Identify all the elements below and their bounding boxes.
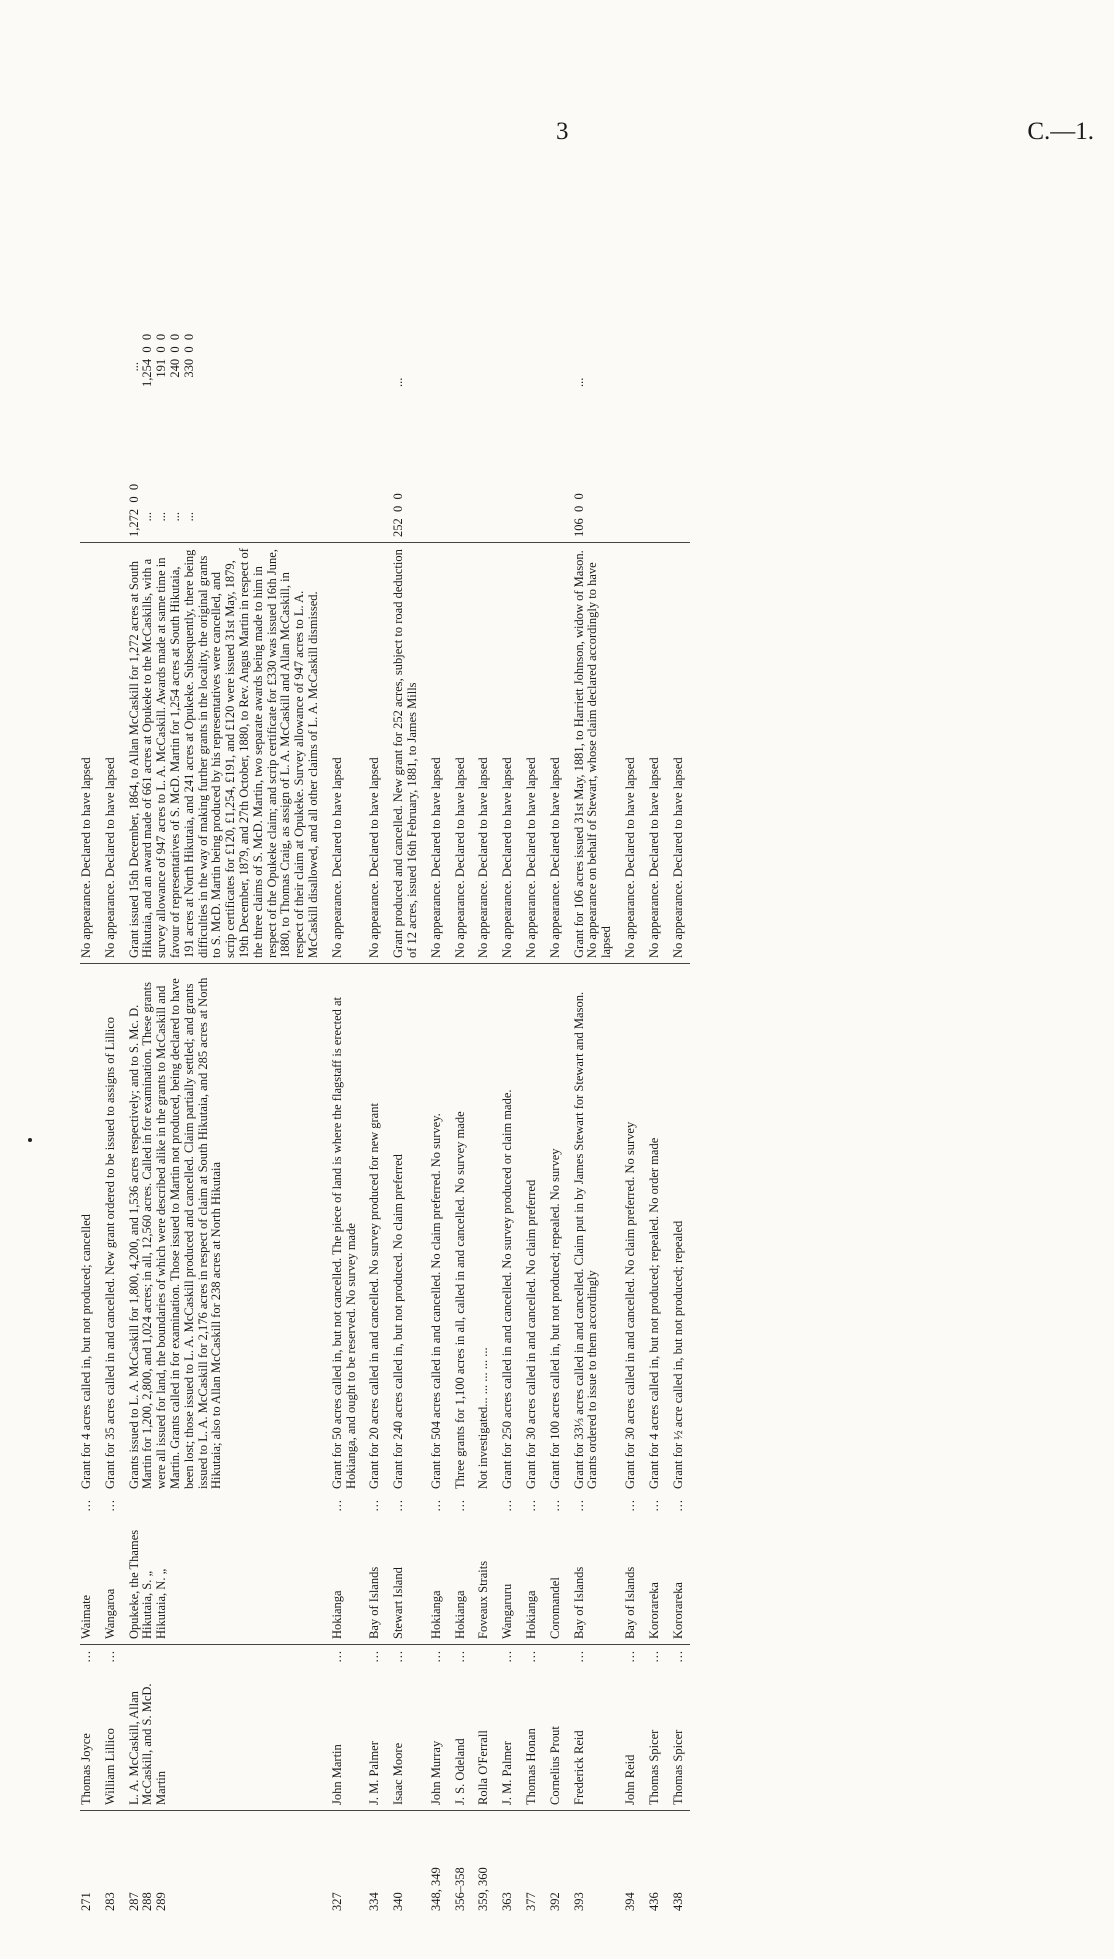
locality-text: Stewart Island (391, 1567, 406, 1639)
claim-number-text: 392 (547, 1892, 562, 1911)
claim-number-text: 340 (391, 1892, 406, 1911)
claimant-name-text: Cornelius Prout (547, 1726, 562, 1805)
claimant-name (544, 1645, 568, 1811)
area-value (667, 392, 691, 543)
original-grant-note (363, 964, 387, 1495)
locality-text: Wangaruru (500, 1583, 515, 1639)
locality-text: Bay of Islands (571, 1566, 586, 1639)
table-row (123, 182, 326, 1916)
table-row (643, 182, 667, 1916)
claim-number-text: 356–358 (452, 1867, 467, 1911)
leader-dots: ... (102, 1499, 117, 1512)
claimant-name-text: J. M. Palmer (500, 1741, 515, 1805)
claim-number-text: 363 (500, 1892, 515, 1911)
claim-number (568, 1811, 619, 1917)
locality (425, 1494, 449, 1645)
locality-text: Wangaroa (102, 1588, 117, 1639)
scrip-amount-text: ... (391, 377, 406, 387)
result-note-text: Grant for 106 acres issued 31st May, 1881, to Harriett Johnson, widow of Mason. No appearance on behalf of Stewart, whose claim declared accordingly to have lapsed (571, 550, 614, 958)
claim-number-text: 394 (622, 1892, 637, 1911)
page-number: 3 (556, 118, 569, 145)
original-grant-note-text: Three grants for 1,100 acres in all, called in and cancelled. No survey made (452, 1111, 467, 1489)
leader-dots: ... (428, 1650, 443, 1663)
locality-text: Opukeke, the Thames Hikutaia, S. „ Hikutaia, N. „ (126, 1529, 169, 1639)
result-note (472, 543, 496, 964)
leader-dots: ... (452, 1650, 467, 1663)
scrip-amount (123, 182, 326, 392)
leader-dots: ... (622, 1650, 637, 1663)
leader-dots: ... (500, 1650, 515, 1663)
scrip-amount (363, 182, 387, 392)
claimant-name-text: L. A. McCaskill, Allan McCaskill, and S. McD. Martin (126, 1683, 169, 1805)
claimant-name-text: John Reid (622, 1754, 637, 1805)
result-note-text: No appearance. Declared to have lapsed (367, 757, 382, 958)
result-note (449, 543, 473, 964)
area-value (99, 392, 123, 543)
table-row (425, 182, 449, 1916)
locality-text: Waimate (79, 1594, 93, 1639)
original-grant-note (520, 964, 544, 1495)
result-note (496, 543, 520, 964)
claim-number-text: 334 (367, 1892, 382, 1911)
result-note-text: No appearance. Declared to have lapsed (476, 757, 491, 958)
original-grant-note-text: Not investigated... ... ... ... ... (476, 1347, 491, 1489)
original-grant-note (568, 964, 619, 1495)
locality (667, 1494, 691, 1645)
locality (643, 1494, 667, 1645)
scrip-amount-text: ... 1,254 0 0 191 0 0 240 0 0 330 0 0 (126, 333, 196, 387)
locality (99, 1494, 123, 1645)
area-value (520, 392, 544, 543)
locality-text: Hokianga (523, 1590, 538, 1639)
area-value (449, 392, 473, 543)
leader-dots: ... (547, 1499, 562, 1512)
locality (363, 1494, 387, 1645)
table-row (544, 182, 568, 1916)
original-grant-note-text: Grant for 20 acres called in and cancelled. No survey produced for new grant (367, 1103, 382, 1489)
claim-number (643, 1811, 667, 1917)
area-value (544, 392, 568, 543)
locality-text: Hokianga (329, 1590, 344, 1639)
claimant-name-text: Thomas Joyce (79, 1733, 93, 1805)
claimant-name (387, 1645, 425, 1811)
claimant-name (496, 1645, 520, 1811)
area-value (619, 392, 643, 543)
claim-number (472, 1811, 496, 1917)
table-row (568, 182, 619, 1916)
result-note (667, 543, 691, 964)
claimant-name (619, 1645, 643, 1811)
leader-dots: ... (646, 1650, 661, 1663)
original-grant-note-text: Grant for 100 acres called in, but not produced; repealed. No survey (547, 1148, 562, 1489)
leader-dots: ... (428, 1499, 443, 1512)
scrip-amount (387, 182, 425, 392)
result-note-text: No appearance. Declared to have lapsed (102, 757, 117, 958)
claimant-name-text: Frederick Reid (571, 1730, 586, 1805)
leader-dots: ... (500, 1499, 515, 1512)
document-code: C.—1. (1027, 118, 1094, 145)
claim-number-text: 287 288 289 (126, 1892, 169, 1911)
result-note (619, 543, 643, 964)
result-note (425, 543, 449, 964)
claim-number-text: 438 (670, 1892, 685, 1911)
area-value (425, 392, 449, 543)
locality-text: Kororareka (670, 1582, 685, 1639)
area-value (472, 392, 496, 543)
claim-number (425, 1811, 449, 1917)
locality (520, 1494, 544, 1645)
result-note-text: No appearance. Declared to have lapsed (646, 757, 661, 958)
original-grant-note (123, 964, 326, 1495)
table-row (387, 182, 425, 1916)
area-value-text: 252 0 0 (391, 493, 406, 537)
original-grant-note (80, 964, 99, 1495)
claim-number (449, 1811, 473, 1917)
claimant-name (449, 1645, 473, 1811)
original-grant-note-text: Grant for 30 acres called in and cancelled. No claim preferred (523, 1179, 538, 1489)
claim-number-text: 436 (646, 1892, 661, 1911)
result-note-text: No appearance. Declared to have lapsed (547, 757, 562, 958)
result-note (544, 543, 568, 964)
area-value-text: 106 0 0 (571, 493, 586, 537)
original-grant-note-text: Grant for 33⅓ acres called in and cancelled. Claim put in by James Stewart for Stewart and Mason. Grants ordered to issue to them accordingly (571, 991, 600, 1489)
claimant-name (80, 1645, 99, 1811)
leader-dots: ... (646, 1499, 661, 1512)
table-row (496, 182, 520, 1916)
claimant-name-text: Isaac Moore (391, 1742, 406, 1805)
result-note-text: No appearance. Declared to have lapsed (79, 757, 93, 958)
locality-text: Bay of Islands (367, 1566, 382, 1639)
original-grant-note (425, 964, 449, 1495)
locality-text: Coromandel (547, 1577, 562, 1639)
result-note (80, 543, 99, 964)
locality (544, 1494, 568, 1645)
claim-number (123, 1811, 326, 1917)
claimant-name (123, 1645, 326, 1811)
scrip-amount (520, 182, 544, 392)
claim-number-text: 359, 360 (476, 1867, 491, 1911)
area-value (326, 392, 364, 543)
claimant-name-text: Thomas Honan (523, 1728, 538, 1805)
leader-dots: ... (329, 1650, 344, 1663)
original-grant-note-text: Grants issued to L. A. McCaskill for 1,800, 4,200, and 1,536 acres respectively; and to S. Mc. D. Martin for 1,200, 2,800, and 1,024 acres; in all, 12,560 acres. Called in for examination. These grants were all issued for land, the boundaries of which were described alike in the grants to McCaskill and Martin. Grants called in for examination. Those issued to Martin not produced, being declared to have been lost; those issued to L. A. McCaskill produced and cancelled. Claim partially settled; and grants issued to L. A. McCaskill for 2,176 acres in respect of claim at South Hikutaia, and 285 acres at North Hikutaia; also to Allan McCaskill for 238 acres at North Hikutaia (126, 977, 224, 1489)
original-grant-note-text: Grant for ½ acre called in, but not produced; repealed (670, 1220, 685, 1489)
scrip-amount (99, 182, 123, 392)
claimant-name-text: Rolla O'Ferrall (476, 1730, 491, 1805)
original-grant-note (472, 964, 496, 1495)
claim-number (80, 1811, 99, 1917)
result-note-text: No appearance. Declared to have lapsed (452, 757, 467, 958)
table-row (99, 182, 123, 1916)
table-row (80, 182, 99, 1916)
claimant-name-text: John Murray (428, 1740, 443, 1805)
claim-number-text: 327 (329, 1892, 344, 1911)
table-row (667, 182, 691, 1916)
result-note (387, 543, 425, 964)
scrip-amount (80, 182, 99, 392)
original-grant-note-text: Grant for 240 acres called in, but not produced. No claim preferred (391, 1154, 406, 1489)
claimant-name (326, 1645, 364, 1811)
claim-number-text: 348, 349 (428, 1867, 443, 1911)
claimant-name (568, 1645, 619, 1811)
area-value (568, 392, 619, 543)
locality (472, 1494, 496, 1645)
locality-text: Bay of Islands (622, 1566, 637, 1639)
table-row (326, 182, 364, 1916)
area-value (496, 392, 520, 543)
claimant-name-text: J. S. Odeland (452, 1738, 467, 1805)
original-grant-note-text: Grant for 4 acres called in, but not produced; cancelled (79, 1214, 93, 1489)
claim-number (387, 1811, 425, 1917)
scrip-amount (568, 182, 619, 392)
original-grant-note (643, 964, 667, 1495)
area-value (363, 392, 387, 543)
result-note-text: No appearance. Declared to have lapsed (329, 757, 344, 958)
rotated-claims-table (80, 256, 1080, 1916)
leader-dots: ... (79, 1650, 93, 1663)
claimant-name-text: William Lillico (102, 1728, 117, 1805)
leader-dots: ... (670, 1499, 685, 1512)
area-value (387, 392, 425, 543)
claimant-name (643, 1645, 667, 1811)
leader-dots: ... (523, 1499, 538, 1512)
original-grant-note (449, 964, 473, 1495)
scrip-amount (667, 182, 691, 392)
result-note (643, 543, 667, 964)
locality (123, 1494, 326, 1645)
leader-dots: ... (391, 1499, 406, 1512)
original-grant-note-text: Grant for 35 acres called in and cancelled. New grant ordered to be issued to assigns of Lillico (102, 1016, 117, 1489)
leader-dots: ... (367, 1499, 382, 1512)
original-grant-note (667, 964, 691, 1495)
original-grant-note (387, 964, 425, 1495)
leader-dots: ... (571, 1499, 586, 1512)
claim-number-text: 271 (79, 1892, 93, 1911)
leader-dots: ... (367, 1650, 382, 1663)
locality (496, 1494, 520, 1645)
result-note-text: No appearance. Declared to have lapsed (500, 757, 515, 958)
result-note-text: Grant issued 15th December, 1864, to Allan McCaskill for 1,272 acres at South Hikutaia, and an award made of 661 acres at Opukeke to the McCaskills, with a survey allowance of 947 acres to L. A. McCaskill. Awards made at same time in favour of representatives of S. McD. Martin for 1,254 acres at South Hikutaia, 191 acres at North Hikutaia, and 241 acres at Opukeke. Subsequently, there being difficulties in the way of making further grants in the locality, the original grants to S. McD. Martin being produced by his representatives were cancelled, and scrip certificates for £120, £1,254, £191, and £120 were issued 31st May, 1879, 19th December, 1879, and 27th October, 1880, to Rev. Angus Martin in respect of the three claims of S. McD. Martin, two separate awards being made to him in respect of the Opukeke claim; and scrip certificate for £330 was issued 16th June, 1880, to Thomas Craig, as assign of L. A. McCaskill and Allan McCaskill, in respect of their claim at Opukeke. Survey allowance of 947 acres to L. A. McCaskill disallowed, and all other claims of L. A. McCaskill dismissed. (126, 548, 320, 958)
locality (387, 1494, 425, 1645)
result-note (363, 543, 387, 964)
claimant-name-text: John Martin (329, 1744, 344, 1805)
claim-number (544, 1811, 568, 1917)
leader-dots: ... (452, 1499, 467, 1512)
scrip-amount (326, 182, 364, 392)
result-note (326, 543, 364, 964)
original-grant-note-text: Grant for 504 acres called in and cancelled. No claim preferred. No survey. (428, 1113, 443, 1489)
result-note-text: No appearance. Declared to have lapsed (622, 757, 637, 958)
claimant-name-text: Thomas Spicer (670, 1729, 685, 1805)
scrip-amount (449, 182, 473, 392)
leader-dots: ... (79, 1499, 93, 1512)
claim-number (99, 1811, 123, 1917)
original-grant-note (619, 964, 643, 1495)
claimant-name (363, 1645, 387, 1811)
result-note-text: No appearance. Declared to have lapsed (523, 757, 538, 958)
leader-dots: ... (102, 1650, 117, 1663)
claim-number (363, 1811, 387, 1917)
locality (449, 1494, 473, 1645)
claimant-name (425, 1645, 449, 1811)
table-row (520, 182, 544, 1916)
claim-number (520, 1811, 544, 1917)
scrip-amount (425, 182, 449, 392)
claimant-name-text: J. M. Palmer (367, 1741, 382, 1805)
claim-number-text: 283 (102, 1892, 117, 1911)
scrip-amount (643, 182, 667, 392)
claimant-name (520, 1645, 544, 1811)
claimant-name (472, 1645, 496, 1811)
scrip-amount (472, 182, 496, 392)
table-row (472, 182, 496, 1916)
original-grant-note (544, 964, 568, 1495)
result-note-text: No appearance. Declared to have lapsed (670, 757, 685, 958)
claim-number (496, 1811, 520, 1917)
leader-dots: ... (670, 1650, 685, 1663)
locality (619, 1494, 643, 1645)
original-grant-note-text: Grant for 4 acres called in, but not produced; repealed. No order made (646, 1137, 661, 1489)
claimant-name (667, 1645, 691, 1811)
table-row (363, 182, 387, 1916)
original-grant-note-text: Grant for 250 acres called in and cancelled. No survey produced or claim made. (500, 1089, 515, 1489)
claims-table (80, 182, 690, 1917)
original-grant-note-text: Grant for 50 acres called in, but not cancelled. The piece of land is where the flagstaff is erected at Hokianga, and ought to be reserved. No survey made (329, 996, 358, 1489)
leader-dots: ... (329, 1499, 344, 1512)
scrip-amount (544, 182, 568, 392)
claimant-name-text: Thomas Spicer (646, 1729, 661, 1805)
result-note-text: No appearance. Declared to have lapsed (428, 757, 443, 958)
locality-text: Foveaux Straits (476, 1560, 491, 1639)
result-note-text: Grant produced and cancelled. New grant for 252 acres, subject to road deduction of 12 acres, issued 16th February, 1881, to James Mills (391, 549, 419, 958)
leader-dots: ... (622, 1499, 637, 1512)
original-grant-note (99, 964, 123, 1495)
table-row (619, 182, 643, 1916)
scrip-amount-text: ... (571, 377, 586, 387)
locality-text: Hokianga (452, 1590, 467, 1639)
claimant-name (99, 1645, 123, 1811)
leader-dots: ... (391, 1650, 406, 1663)
locality-text: Hokianga (428, 1590, 443, 1639)
claim-number (326, 1811, 364, 1917)
claim-number-text: 377 (523, 1892, 538, 1911)
locality (326, 1494, 364, 1645)
area-value (643, 392, 667, 543)
claim-number-text: 393 (571, 1892, 586, 1911)
claim-number (619, 1811, 643, 1917)
result-note (520, 543, 544, 964)
area-value (123, 392, 326, 543)
scrip-amount (496, 182, 520, 392)
original-grant-note-text: Grant for 30 acres called in and cancelled. No claim preferred. No survey (622, 1121, 637, 1489)
result-note (568, 543, 619, 964)
stray-mark (28, 1138, 32, 1142)
locality-text: Kororareka (646, 1582, 661, 1639)
table-row (449, 182, 473, 1916)
claim-number (667, 1811, 691, 1917)
leader-dots: ... (571, 1650, 586, 1663)
area-value-text: 1,272 0 0 ... ... ... ... (126, 483, 196, 537)
locality (568, 1494, 619, 1645)
area-value (80, 392, 99, 543)
scrip-amount (619, 182, 643, 392)
locality (80, 1494, 99, 1645)
result-note (99, 543, 123, 964)
result-note (123, 543, 326, 964)
original-grant-note (496, 964, 520, 1495)
original-grant-note (326, 964, 364, 1495)
leader-dots: ... (523, 1650, 538, 1663)
